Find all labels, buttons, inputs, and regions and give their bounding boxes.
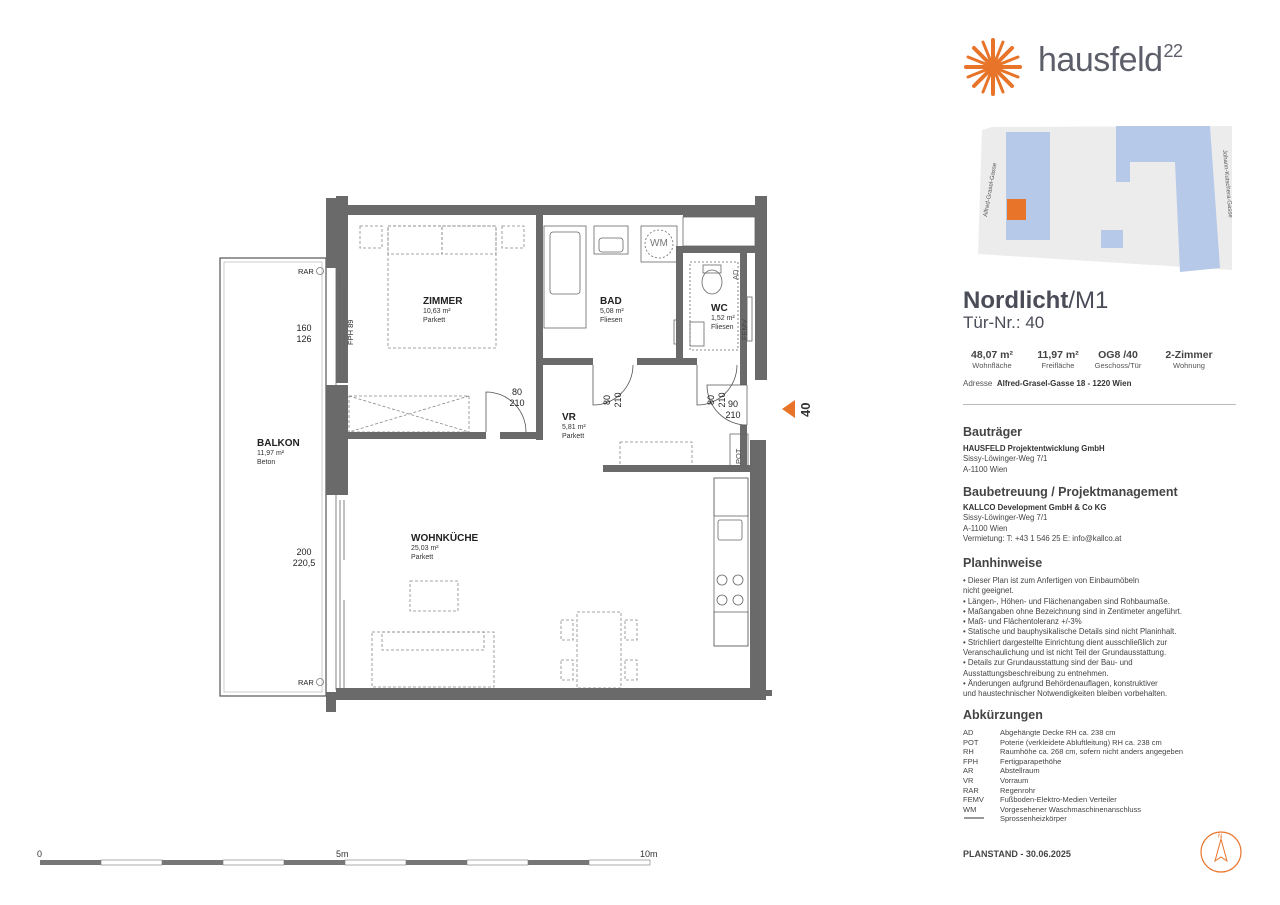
rar-label: RAR [298,267,314,276]
abbr-key: AR [963,766,974,776]
note-line: • Strichliert dargestellte Einrichtung dient ausschließlich zur [963,637,1168,647]
room-floor: Beton [257,459,276,466]
stat-value: 2-Zimmer [1165,349,1213,361]
room-name: WC [711,303,728,314]
door-width: 80 [602,395,612,406]
abbr-key: RAR [963,785,979,795]
window-width: 160 [296,323,312,333]
room-name: BALKON [257,438,300,449]
unit-suffix: /M1 [1068,287,1109,314]
abbr-row [963,747,1183,757]
room-name: VR [562,412,576,423]
baubetreuung-street: Sissy-Löwinger-Weg 7/1 [963,513,1048,523]
room-area: 5,81 m² [562,424,586,431]
brand-superscript: 22 [1163,41,1183,61]
window-dimension [288,547,320,569]
window-height: 220,5 [292,558,316,568]
address-line [963,379,1131,388]
room-name: ZIMMER [423,296,463,307]
planhinweise-list [963,576,1182,700]
room-area: 5,08 m² [600,308,624,315]
note-line: • Maßangaben ohne Bezeichnung sind in Zentimeter angeführt. [963,606,1183,616]
baubetreuung-heading: Baubetreuung / Projektmanagement [963,485,1178,499]
abbr-key: AD [963,728,974,737]
door-dimension [505,387,529,409]
svg-text:N: N [1218,834,1223,840]
room-floor: Fliesen [711,324,734,331]
room-wohnkueche [411,533,478,562]
abbr-row [963,728,1183,738]
stat-label: Geschoss/Tür [1094,361,1142,370]
baubetreuung-block [963,503,1121,544]
sun-logo-icon [963,37,1023,97]
note-line: • Dieser Plan ist zum Anfertigen von Einbaumöbeln [963,576,1140,585]
unit-title [963,287,1108,315]
brand-wordmark: hausfeld [1038,41,1163,79]
abbr-value: Sprossenheizkörper [1000,814,1067,824]
abbr-key: RH [963,747,974,757]
fixtures [336,217,755,690]
divider [963,404,1236,405]
abbr-value: Abgehängte Decke RH ca. 238 cm [1000,728,1116,737]
abbr-value: Abstellraum [1000,766,1040,776]
info-panel [963,0,1263,905]
abbr-value: Regenrohr [1000,785,1036,795]
stat-value: 48,07 m² [970,349,1014,361]
scale-label-end: 10m [640,849,658,859]
room-area: 11,97 m² [257,450,285,457]
room-area: 25,03 m² [411,545,439,552]
door-height: 210 [717,392,727,408]
room-floor: Parkett [562,433,585,440]
abbr-value: Fertigparapethöhe [1000,756,1062,766]
window-height: 126 [296,334,312,344]
abbr-row [963,757,1183,767]
baubetreuung-company: KALLCO Development GmbH & Co KG [963,503,1107,512]
entry-number: 40 [798,402,813,417]
wm-label: WM [650,238,668,249]
baubetreuung-city: A-1100 Wien [963,523,1008,533]
entry-arrow-icon [782,400,795,418]
brand-name [1038,41,1183,80]
abbr-value: Vorgesehener Waschmaschinenanschluss [1000,804,1142,814]
stat-label: Wohnung [1173,361,1205,370]
ad-label: AD [731,269,740,280]
note-line: • Details zur Grundausstattung sind der Bau- und [963,658,1133,668]
room-area: 10,63 m² [423,308,451,315]
heater-symbol-icon [963,814,1000,824]
pot-label: POT [734,448,743,464]
abbr-key: FEMV [963,795,984,805]
note-line: und haustechnischer Notwendigkeiten bleiben vorbehalten. [963,689,1168,699]
note-line: nicht geeignet. [963,586,1014,596]
street-right: Johann-Kutschera-Gasse [1221,149,1233,218]
stat-wohnflaeche [967,349,1017,370]
abbr-row [963,805,1183,815]
compass-icon [1199,830,1243,874]
planstand: PLANSTAND - 30.06.2025 [963,849,1071,859]
abbreviations-list [963,728,1183,824]
abbr-row [963,776,1183,786]
room-wc [711,303,735,332]
scale-label-mid: 5m [336,849,349,859]
stat-freiflaeche [1033,349,1083,370]
abbr-value: Vorraum [1000,775,1029,785]
room-zimmer [423,296,462,325]
stat-value: OG8 /40 [1098,349,1138,361]
door-width: 90 [727,399,738,409]
address-value: Alfred-Grasel-Gasse 18 - 1220 Wien [996,379,1132,388]
abbr-row [963,795,1183,805]
unit-name: Nordlicht [963,287,1069,314]
room-bad [600,296,624,325]
bautraeger-block [963,444,1105,475]
door-height: 210 [613,392,623,408]
stat-label: Freifläche [1041,361,1075,370]
abkuerzungen-heading: Abkürzungen [963,708,1043,722]
femv-label: FEMV [740,319,749,340]
room-balkon [257,438,300,467]
note-line: • Maß- und Flächentoleranz +/-3% [963,617,1082,627]
bautraeger-company: HAUSFELD Projektentwicklung GmbH [963,444,1105,453]
window-width: 200 [296,547,312,557]
planhinweise-heading: Planhinweise [963,556,1043,570]
note-line: • Statische und bauphysikalische Details sind nicht Planinhalt. [963,627,1177,637]
room-area: 1,52 m² [711,315,735,322]
abbr-row [963,814,1183,824]
scale-label-start: 0 [37,849,43,859]
fph-label: FPH 89 [346,319,355,345]
abbr-key: WM [963,804,977,814]
baubetreuung-contact: Vermietung: T: +43 1 546 25 E: info@kallco.at [963,533,1122,543]
door-height: 210 [725,410,741,420]
door-height: 210 [509,398,525,408]
door-width: 80 [706,395,716,406]
street-left: Alfred-Grasel-Gasse [983,162,999,218]
bautraeger-heading: Bauträger [963,425,1023,439]
room-floor: Parkett [411,554,434,561]
note-line: Veranschaulichung und ist nicht Teil der Grundausstattung. [963,648,1167,658]
address-label: Adresse [963,379,993,388]
room-name: BAD [600,296,622,307]
stat-value: 11,97 m² [1037,349,1079,361]
stat-label: Wohnfläche [972,361,1012,370]
rar-label: RAR [298,678,314,687]
door-number: Tür-Nr.: 40 [963,313,1045,332]
abbr-key: VR [963,775,974,785]
note-line: • Längen-, Höhen- und Flächenangaben sind Rohbaumaße. [963,596,1170,606]
abbr-value: Fußboden-Elektro-Medien Verteiler [1000,795,1117,805]
note-line: Ausstattungsbeschreibung zu entnehmen. [963,668,1109,678]
bautraeger-city: A-1100 Wien [963,464,1008,474]
abbr-key: POT [963,737,979,747]
abbr-row [963,738,1183,748]
room-name: WOHNKÜCHE [411,533,479,544]
site-map [970,122,1240,272]
furniture-dashed [349,226,692,688]
scale-bar [40,860,650,865]
abbr-row [963,786,1183,796]
window-dimension [290,323,318,345]
abbr-key: FPH [963,756,978,766]
door-dimension [602,385,624,415]
room-floor: Fliesen [600,317,623,324]
bautraeger-street: Sissy-Löwinger-Weg 7/1 [963,454,1048,464]
abbr-row [963,766,1183,776]
stat-zimmer [1159,349,1219,370]
door-dimension [721,399,745,421]
stat-geschoss [1090,349,1146,370]
abbr-value: Raumhöhe ca. 268 cm, sofern nicht anders angegeben [1000,747,1184,757]
note-line: • Änderungen aufgrund Behördenauflagen, konstruktiver [963,678,1158,688]
room-floor: Parkett [423,317,446,324]
room-vr [562,412,586,441]
door-width: 80 [511,387,522,397]
abbr-value: Poterie (verkleidete Abluftleitung) RH ca. 238 cm [1000,737,1162,747]
